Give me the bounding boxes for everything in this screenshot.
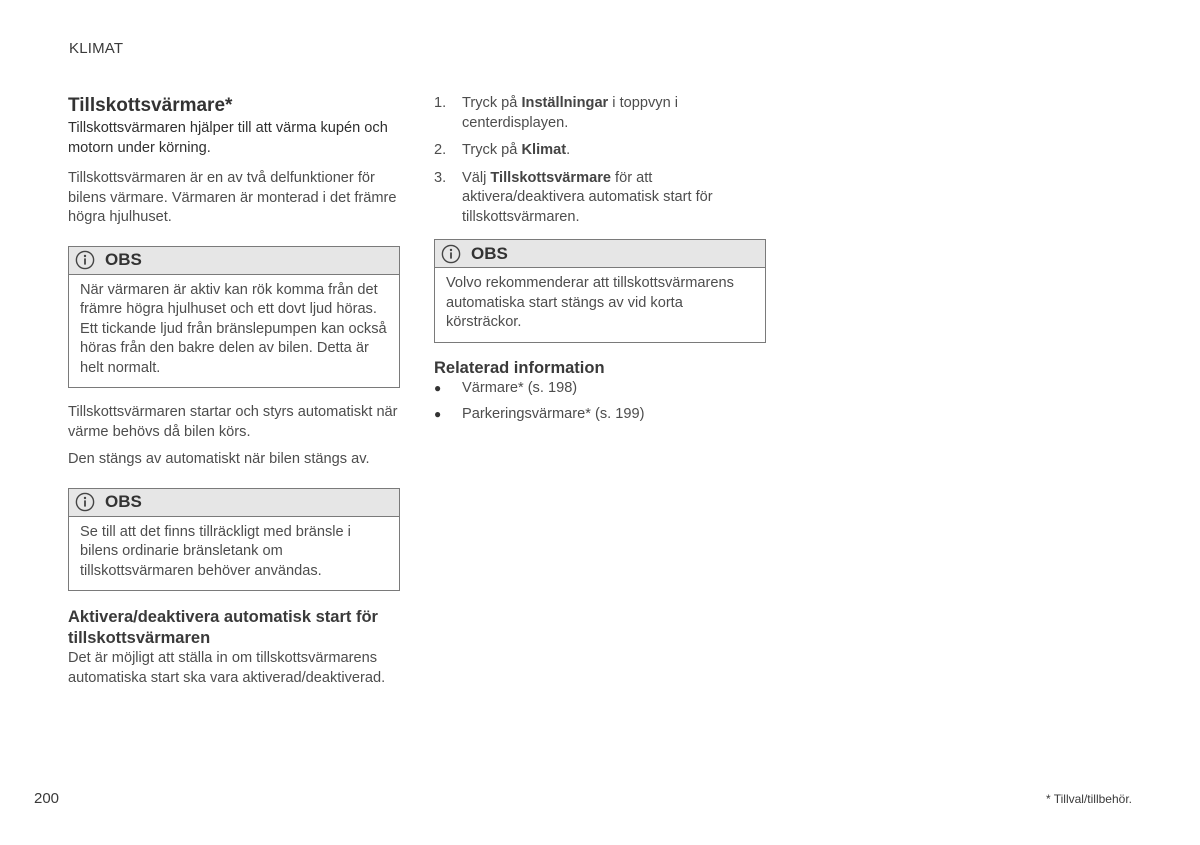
footnote: * Tillval/tillbehör. [1045, 792, 1132, 806]
paragraph-setting: Det är möjligt att ställa in om tillskottsvärmarens automatiska start ska vara aktiverad/deaktiverad. [68, 650, 386, 686]
step-item [434, 141, 766, 161]
step-number: 3. [434, 169, 447, 186]
step-text-post: i toppvyn i centerdisplayen. [462, 95, 678, 131]
page-number: 200 [34, 790, 60, 807]
note-box [68, 488, 400, 592]
note-header [69, 489, 399, 517]
step-text [462, 94, 766, 133]
page-title: Tillskottsvärmare* [68, 95, 233, 116]
step-number: 2. [434, 142, 447, 158]
note-label: OBS [105, 492, 142, 511]
related-link[interactable]: Värmare* (s. 198) [462, 379, 578, 396]
step-text-bold: Klimat [521, 142, 567, 158]
bullet-icon: ● [434, 407, 442, 421]
intro-paragraph: Tillskottsvärmaren är en av två delfunktioner för bilens värmare. Värmaren är monterad i det främre högra hjulhuset. [68, 170, 397, 225]
paragraph-auto-start: Tillskottsvärmaren startar och styrs automatiskt när värme behövs då bilen körs. [68, 404, 398, 440]
note-label: OBS [471, 243, 508, 263]
step-text-pre: Välj [462, 169, 491, 186]
step-text-pre: Tryck på [462, 142, 522, 158]
step-item [434, 169, 766, 228]
step-text [462, 141, 766, 161]
left-column [68, 94, 400, 688]
note-label: OBS [105, 250, 142, 269]
subheading: Aktivera/deaktivera automatisk start för tillskottsvärmaren [68, 608, 378, 647]
info-circle-icon [75, 250, 95, 270]
steps-list [434, 94, 766, 227]
note-header [69, 247, 399, 275]
note-body [69, 275, 399, 388]
note-body [69, 517, 399, 591]
related-heading: Relaterad information [434, 358, 605, 377]
related-list [434, 379, 766, 425]
step-text-post: . [566, 142, 571, 158]
info-circle-icon [75, 492, 95, 512]
note-box [434, 239, 766, 343]
note-box [68, 246, 400, 389]
step-text [462, 169, 766, 228]
bullet-icon: ● [434, 380, 442, 395]
right-column [434, 94, 766, 432]
related-link[interactable]: Parkeringsvärmare* (s. 199) [462, 406, 645, 422]
note-body [435, 268, 765, 342]
step-text-pre: Tryck på [462, 95, 522, 111]
step-text-bold: Inställningar [521, 95, 609, 111]
section-header: KLIMAT [69, 40, 124, 57]
step-item [434, 94, 766, 133]
note-text: När värmaren är aktiv kan rök komma från det främre högra hjulhuset och ett dovt ljud höras. Ett tickande ljud från bränslepumpen kan också höras från den bakre delen av bilen. Detta är helt normalt. [80, 281, 387, 376]
related-item[interactable] [434, 405, 766, 425]
lead-paragraph: Tillskottsvärmaren hjälper till att värma kupén och motorn under körning. [68, 120, 388, 156]
related-item[interactable] [434, 379, 766, 399]
note-text: Se till att det finns tillräckligt med bränsle i bilens ordinarie bränsletank om tillskottsvärmaren behöver användas. [80, 523, 351, 579]
info-circle-icon [441, 244, 461, 264]
step-text-bold: Tillskottsvärmare [490, 169, 611, 186]
note-text: Volvo rekommenderar att tillskottsvärmarens automatiska start stängs av vid korta körsträckor. [446, 275, 734, 330]
step-number: 1. [434, 95, 447, 111]
note-header [435, 240, 765, 268]
paragraph-auto-stop: Den stängs av automatiskt när bilen stängs av. [68, 451, 370, 467]
step-text-post: för att aktivera/deaktivera automatisk start för tillskottsvärmaren. [462, 169, 713, 225]
